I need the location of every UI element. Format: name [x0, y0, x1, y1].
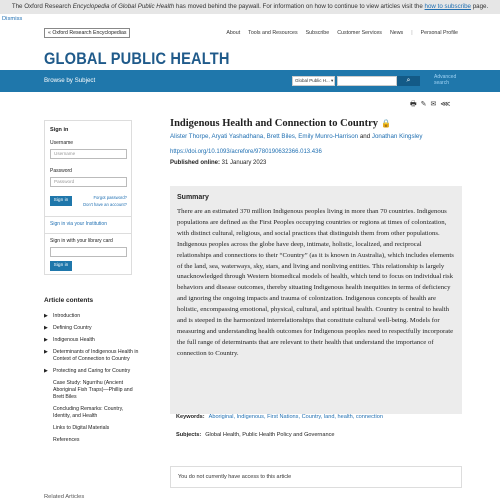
caret-right-icon: ▶ — [44, 337, 48, 343]
article-tools — [410, 100, 450, 111]
author-link-kingsley[interactable]: Jonathan Kingsley — [371, 133, 423, 140]
subjects-value: Global Health, Public Health Policy and Governance — [205, 432, 335, 438]
article-contents-heading: Article contents — [44, 297, 94, 304]
signin-panel — [44, 120, 132, 275]
nav-tools-resources[interactable]: Tools and Resources — [248, 30, 298, 36]
no-account-link[interactable]: Don't have an account? — [83, 201, 127, 207]
paywall-banner: The Oxford Research Encyclopedia of Global Public Health has moved behind the paywall. For information on how to continue to view articles visit the how to subscribe page. — [0, 0, 500, 14]
dismiss-link[interactable]: Dismiss — [2, 16, 23, 22]
caret-right-icon: ▶ — [44, 313, 48, 319]
username-label: Username — [50, 140, 74, 146]
print-icon[interactable]: 🖶 — [410, 101, 417, 108]
article-contents-list — [44, 313, 139, 449]
caret-right-icon: ▶ — [44, 368, 48, 374]
password-input[interactable]: Password — [50, 177, 127, 187]
username-input[interactable]: Username — [50, 149, 127, 159]
keywords-links[interactable]: Aboriginal, Indigenous, First Nations, Country, land, health, connection — [208, 414, 383, 420]
published-date: Published online: 31 January 2023 — [170, 160, 267, 166]
top-nav — [226, 30, 458, 36]
how-to-subscribe-link[interactable]: how to subscribe — [424, 3, 471, 10]
advanced-search-link[interactable]: Advanced search — [434, 74, 457, 86]
doi-link[interactable]: https://doi.org/10.1093/acrefore/9780190632366.013.436 — [170, 149, 322, 155]
signin-heading: Sign in — [50, 127, 69, 133]
navigation-bar — [0, 70, 500, 92]
article-authors: Alister Thorpe, Aryati Yashadhana, Brett Biles, Emily Munro-Harrison and Jonathan Kingsley — [170, 133, 423, 140]
chevron-down-icon: ▾ — [331, 78, 334, 83]
summary-text: There are an estimated 370 million Indigenous peoples living in more than 70 countries. Indigenous populations are defined as the First Peoples occupying countries or regions at times of colonization, with distinct cultural, religious, and social practices that distinguish them from other populations. Indigenous peoples across the globe have deep, intimate, holistic, localized, and reciprocal relationships and connections to their “Country” (as it is known in Australia), which includes elements of the land, sea, waterways, sky, stars, and living and nonliving entities. This relationship is largely unacknowledged through Western biomedical models of health, which tend to focus on individual risk behaviors and disease outcomes, thereby situating Indigenous health inequities in terms of deficiency and ignoring the ongoing impacts and trauma of colonization. Indigenous concepts of health are holistic, encompassing emotional, physical, cultural, and spiritual health. Country is central to health and is steeped in the harmonized interrelationships that constitute cultural well-being. Models for measuring and understanding health outcomes for Indigenous peoples need to respectfully incorporate the full range of determinants that are relevant to their health that understand the importance of connection to Country. — [177, 208, 454, 357]
toc-digital-materials[interactable]: Links to Digital Materials — [53, 425, 110, 431]
toc-protecting-caring[interactable]: ▶ Protecting and Caring for Country — [44, 368, 131, 374]
toc-defining-country[interactable]: ▶ Defining Country — [44, 325, 92, 331]
oxford-research-encyclopedias-button[interactable]: « Oxford Research Encyclopedias — [44, 28, 130, 38]
site-title[interactable]: GLOBAL PUBLIC HEALTH — [44, 49, 230, 68]
library-signin-button[interactable]: Sign in — [50, 261, 72, 271]
site-header — [0, 24, 500, 70]
search-button[interactable] — [397, 76, 420, 86]
browse-by-subject-menu[interactable]: Browse by Subject — [44, 77, 96, 84]
toc-concluding-remarks[interactable]: Concluding Remarks: Country, Identity, and Health — [53, 406, 124, 419]
subjects-row: Subjects: Global Health, Public Health Policy and Governance — [176, 432, 335, 438]
email-icon[interactable]: ✉ — [430, 101, 437, 108]
nav-subscribe[interactable]: Subscribe — [305, 30, 330, 36]
access-notice: You do not currently have access to this article — [170, 466, 462, 488]
article-title: Indigenous Health and Connection to Country 🔒 — [170, 118, 391, 129]
edit-icon[interactable]: ✎ — [420, 101, 427, 108]
search-scope-select[interactable]: Global Public H... ▾ — [292, 76, 335, 86]
related-articles-heading: Related Articles — [44, 494, 85, 500]
password-label: Password — [50, 168, 72, 174]
toc-introduction[interactable]: ▶ Introduction — [44, 313, 81, 319]
nav-personal-profile[interactable]: Personal Profile — [420, 30, 458, 36]
nav-separator: | — [411, 30, 413, 36]
library-card-input[interactable] — [50, 247, 127, 257]
toc-case-study[interactable]: Case Study: Ngurrihu (Ancient Aboriginal Fish Traps)—Phillip and Brett Biles — [53, 380, 133, 400]
nav-news[interactable]: News — [389, 30, 404, 36]
nav-customer-services[interactable]: Customer Services — [337, 30, 382, 36]
search-input[interactable] — [337, 76, 397, 86]
keywords-row: Keywords: Aboriginal, Indigenous, First Nations, Country, land, health, connection — [176, 414, 383, 420]
share-icon[interactable]: ⋘ — [440, 101, 451, 108]
caret-right-icon: ▶ — [44, 325, 48, 331]
forgot-password-link[interactable]: Forgot password? — [93, 195, 127, 200]
divider — [45, 216, 131, 217]
lock-icon: 🔒 — [381, 119, 391, 128]
author-links[interactable]: Alister Thorpe, Aryati Yashadhana, Brett Biles, Emily Munro-Harrison — [170, 133, 359, 140]
library-card-label: Sign in with your library card — [50, 238, 113, 244]
magnifier-icon: ⌕ — [406, 77, 411, 84]
summary-box — [170, 186, 462, 414]
toc-indigenous-health[interactable]: ▶ Indigenous Health — [44, 337, 95, 343]
institution-signin-link[interactable]: Sign in via your Institution — [50, 221, 107, 227]
divider — [45, 233, 131, 234]
caret-right-icon: ▶ — [44, 349, 48, 355]
toc-determinants[interactable]: ▶ Determinants of Indigenous Health in Context of Connection to Country — [44, 349, 139, 362]
signin-button[interactable]: Sign in — [50, 196, 72, 206]
nav-about[interactable]: About — [226, 30, 241, 36]
summary-heading: Summary — [177, 194, 209, 201]
account-help-links — [83, 195, 127, 208]
toc-references[interactable]: References — [53, 437, 80, 443]
